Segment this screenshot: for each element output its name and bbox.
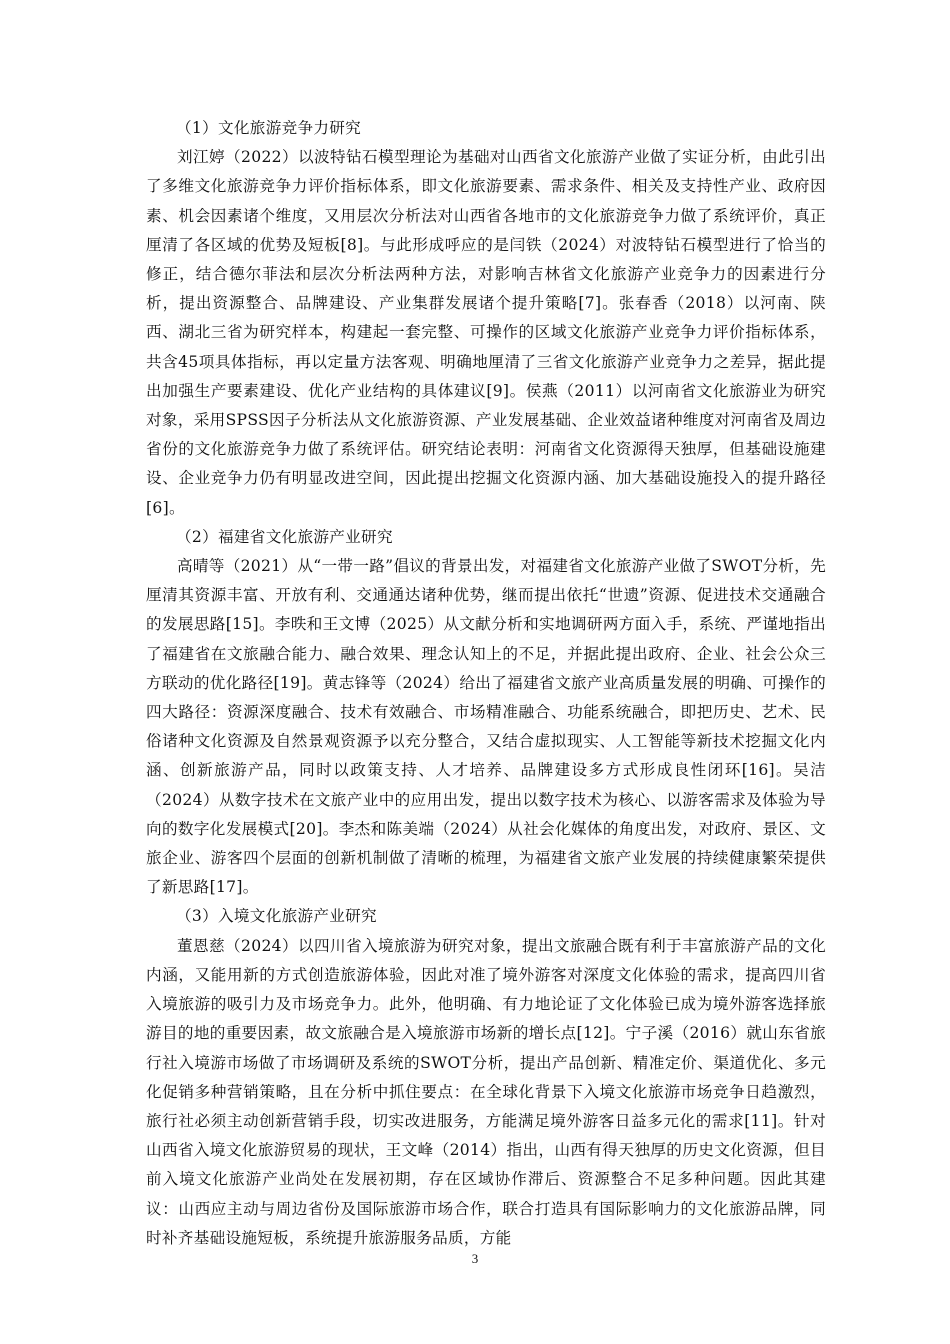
page-number: 3	[471, 1251, 479, 1266]
paragraph-inbound: 董恩慈（2024）以四川省入境旅游为研究对象，提出文旅融合既有利于丰富旅游产品的文化内涵，又能用新的方式创造旅游体验，因此对准了境外游客对深度文化体验的需求，提高四川省入境旅游的吸引力及市场竞争力。此外，他明确、有力地论证了文化体验已成为境外游客选择旅游目的地的重要因素，故文旅融合是入境旅游市场新的增长点[12]。宁子溪（2016）就山东省旅行社入境游市场做了市场调研及系统的SWOT分析，提出产品创新、精准定价、渠道优化、多元化促销多种营销策略，且在分析中抓住要点：在全球化背景下入境文化旅游市场竞争日趋激烈，旅行社必须主动创新营销手段，切实改进服务，方能满足境外游客日益多元化的需求[11]。针对山西省入境文化旅游贸易的现状，王文峰（2014）指出，山西有得天独厚的历史文化资源，但目前入境文化旅游产业尚处在发展初期，存在区域协作滞后、资源整合不足多种问题。因此其建议：山西应主动与周边省份及国际旅游市场合作，联合打造具有国际影响力的文化旅游品牌，同时补齐基础设施短板，系统提升旅游服务品质，方能	[146, 936, 826, 1247]
section-heading-competitiveness: （1）文化旅游竞争力研究	[176, 119, 362, 137]
paragraph-competitiveness: 刘江婷（2022）以波特钻石模型理论为基础对山西省文化旅游产业做了实证分析，由此引出了多维文化旅游竞争力评价指标体系，即文化旅游要素、需求条件、相关及支持性产业、政府因素、机会因素诸个维度，又用层次分析法对山西省各地市的文化旅游竞争力做了系统评价，真正厘清了各区域的优势及短板[8]。与此形成呼应的是闫铁（2024）对波特钻石模型进行了恰当的修正，结合德尔菲法和层次分析法两种方法，对影响吉林省文化旅游产业竞争力的因素进行分析，提出资源整合、品牌建设、产业集群发展诸个提升策略[7]。张春香（2018）以河南、陕西、湖北三省为研究样本，构建起一套完整、可操作的区域文化旅游产业竞争力评价指标体系，共含45项具体指标，再以定量方法客观、明确地厘清了三省文化旅游产业竞争力之差异，据此提出加强生产要素建设、优化产业结构的具体建议[9]。侯燕（2011）以河南省文化旅游业为研究对象，采用SPSS因子分析法从文化旅游资源、产业发展基础、企业效益诸种维度对河南省及周边省份的文化旅游竞争力做了系统评估。研究结论表明：河南省文化资源得天独厚，但基础设施建设、企业竞争力仍有明显改进空间，因此提出挖掘文化资源内涵、加大基础设施投入的提升路径[6]。	[146, 148, 826, 517]
body-text	[146, 114, 826, 1253]
section-heading-fujian: （2）福建省文化旅游产业研究	[176, 527, 393, 546]
paragraph-fujian: 高晴等（2021）从“一带一路”倡议的背景出发，对福建省文化旅游产业做了SWOT分析，先厘清其资源丰富、开放有利、交通通达诸种优势，继而提出依托“世遗”资源、促进技术交通融合的发展思路[15]。李昳和王文博（2025）从文献分析和实地调研两方面入手，系统、严谨地指出了福建省在文旅融合能力、融合效果、理念认知上的不足，并据此提出政府、企业、社会公众三方联动的优化路径[19]。黄志锋等（2024）给出了福建省文旅产业高质量发展的明确、可操作的四大路径：资源深度融合、技术有效融合、市场精准融合、功能系统融合，即把历史、艺术、民俗诸种文化资源及自然景观资源予以充分整合，又结合虚拟现实、人工智能等新技术挖掘文化内涵、创新旅游产品，同时以政策支持、人才培养、品牌建设多方式形成良性闭环[16]。吴洁（2024）从数字技术在文旅产业中的应用出发，提出以数字技术为核心、以游客需求及体验为导向的数字化发展模式[20]。李杰和陈美端（2024）从社会化媒体的角度出发，对政府、景区、文旅企业、游客四个层面的创新机制做了清晰的梳理，为福建省文旅产业发展的持续健康繁荣提供了新思路[17]。	[146, 557, 826, 897]
section-heading-inbound: （3）入境文化旅游产业研究	[176, 907, 377, 926]
